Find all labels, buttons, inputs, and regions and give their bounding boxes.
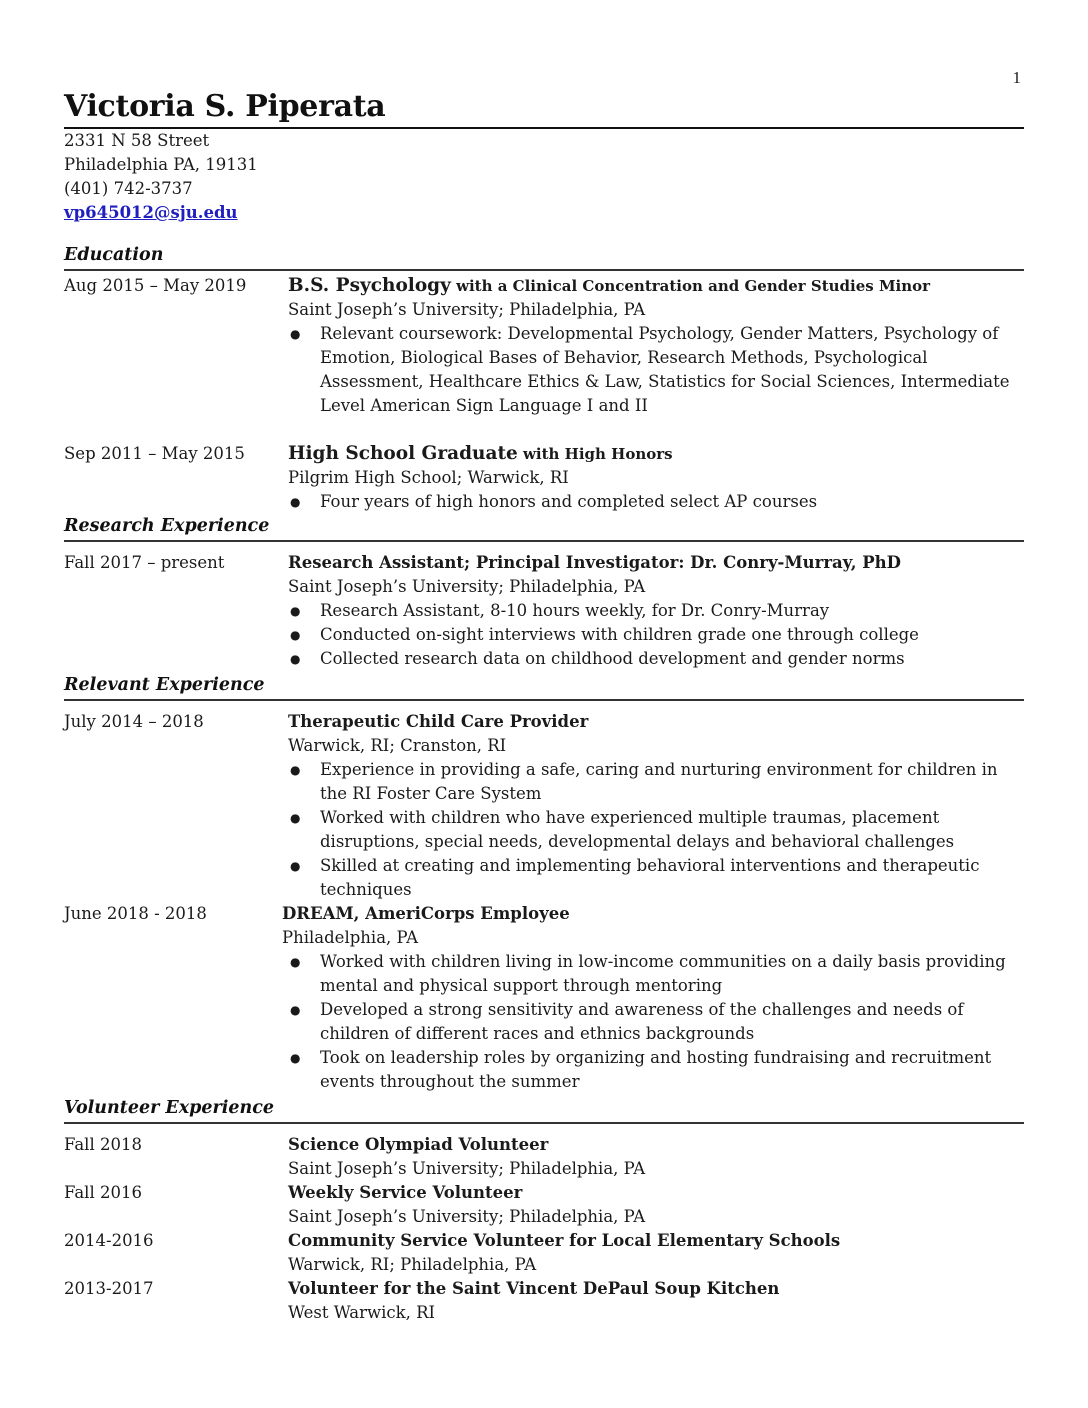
resume-header: [64, 88, 1024, 225]
degree-subtitle: with High Honors: [517, 445, 673, 463]
page-number: 1: [1012, 68, 1021, 87]
entry-date: July 2014 – 2018: [64, 712, 204, 731]
experience-entry: [64, 710, 1024, 902]
section-title-education: Education: [64, 242, 1024, 271]
bullet-item: ● Relevant coursework: Developmental Psychology, Gender Matters, Psychology of Emotion, Biological Bases of Behavior, Research Methods, Psychological Assessment, Healthcare Ethics & Law, Statistics for Social Sciences, Intermediate Level American Sign Language I and II: [288, 322, 1024, 418]
experience-entry: [64, 902, 1024, 1094]
entry-title: Therapeutic Child Care Provider: [288, 712, 589, 731]
entry-date: June 2018 - 2018: [64, 904, 207, 923]
volunteer-experience-section: [64, 1095, 1024, 1325]
volunteer-entry: [64, 1229, 1024, 1277]
entry-date: Fall 2017 – present: [64, 553, 225, 572]
entry-location: Warwick, RI; Philadelphia, PA: [288, 1255, 537, 1274]
education-entry: [64, 442, 1024, 514]
entry-date: Aug 2015 – May 2019: [64, 276, 247, 295]
candidate-name: Victoria S. Piperata: [64, 88, 1024, 129]
entry-location: West Warwick, RI: [288, 1303, 436, 1322]
section-title-volunteer: Volunteer Experience: [64, 1095, 1024, 1124]
section-title-relevant: Relevant Experience: [64, 672, 1024, 701]
degree-title: B.S. Psychology: [288, 275, 451, 296]
entry-location: Philadelphia, PA: [282, 928, 419, 947]
phone-number: (401) 742-3737: [64, 179, 193, 198]
volunteer-entry: [64, 1277, 1024, 1325]
entry-title: [288, 274, 1024, 298]
entry-date: Fall 2016: [64, 1183, 142, 1202]
entry-title: Research Assistant; Principal Investigator: Dr. Conry-Murray, PhD: [288, 553, 901, 572]
bullet-item: ● Experience in providing a safe, caring and nurturing environment for children in the RI Foster Care System: [288, 758, 1024, 806]
entry-date: 2014-2016: [64, 1231, 154, 1250]
relevant-experience-section: [64, 672, 1024, 1094]
bullet-item: ● Skilled at creating and implementing behavioral interventions and therapeutic techniques: [288, 854, 1024, 902]
volunteer-entry: [64, 1133, 1024, 1181]
bullet-item: ● Worked with children who have experienced multiple traumas, placement disruptions, special needs, developmental delays and behavioral challenges: [288, 806, 1024, 854]
entry-title: Weekly Service Volunteer: [288, 1183, 523, 1202]
bullet-item: ● Research Assistant, 8-10 hours weekly, for Dr. Conry-Murray: [288, 599, 1024, 623]
entry-title: [288, 442, 1024, 466]
degree-title: High School Graduate: [288, 443, 518, 464]
education-entry: [64, 274, 1024, 418]
entry-title: DREAM, AmeriCorps Employee: [282, 904, 570, 923]
entry-location: Saint Joseph’s University; Philadelphia, PA: [288, 1159, 646, 1178]
degree-subtitle: with a Clinical Concentration and Gender Studies Minor: [450, 277, 931, 295]
research-entry: [64, 551, 1024, 671]
entry-title: Volunteer for the Saint Vincent DePaul Soup Kitchen: [288, 1279, 780, 1298]
entry-title: Science Olympiad Volunteer: [288, 1135, 549, 1154]
section-title-research: Research Experience: [64, 513, 1024, 542]
bullet-item: ● Developed a strong sensitivity and awareness of the challenges and needs of children of different races and ethnics backgrounds: [288, 998, 1024, 1046]
address-line-1: 2331 N 58 Street: [64, 131, 210, 150]
bullet-item: ● Four years of high honors and completed select AP courses: [288, 490, 1024, 514]
address-line-2: Philadelphia PA, 19131: [64, 155, 258, 174]
entry-date: Sep 2011 – May 2015: [64, 444, 245, 463]
bullet-item: ● Took on leadership roles by organizing and hosting fundraising and recruitment events throughout the summer: [288, 1046, 1024, 1094]
entry-title: Community Service Volunteer for Local Elementary Schools: [288, 1231, 841, 1250]
entry-location: Saint Joseph’s University; Philadelphia, PA: [288, 577, 646, 596]
entry-location: Saint Joseph’s University; Philadelphia, PA: [288, 300, 646, 319]
entry-date: Fall 2018: [64, 1135, 142, 1154]
research-section: [64, 513, 1024, 671]
education-section: [64, 242, 1024, 514]
entry-location: Pilgrim High School; Warwick, RI: [288, 468, 569, 487]
bullet-item: ● Collected research data on childhood development and gender norms: [288, 647, 1024, 671]
bullet-item: ● Worked with children living in low-income communities on a daily basis providing mental and physical support through mentoring: [288, 950, 1024, 998]
entry-location: Warwick, RI; Cranston, RI: [288, 736, 507, 755]
volunteer-entry: [64, 1181, 1024, 1229]
entry-location: Saint Joseph’s University; Philadelphia, PA: [288, 1207, 646, 1226]
entry-date: 2013-2017: [64, 1279, 154, 1298]
bullet-item: ● Conducted on-sight interviews with children grade one through college: [288, 623, 1024, 647]
email-link[interactable]: vp645012@sju.edu: [64, 203, 238, 222]
